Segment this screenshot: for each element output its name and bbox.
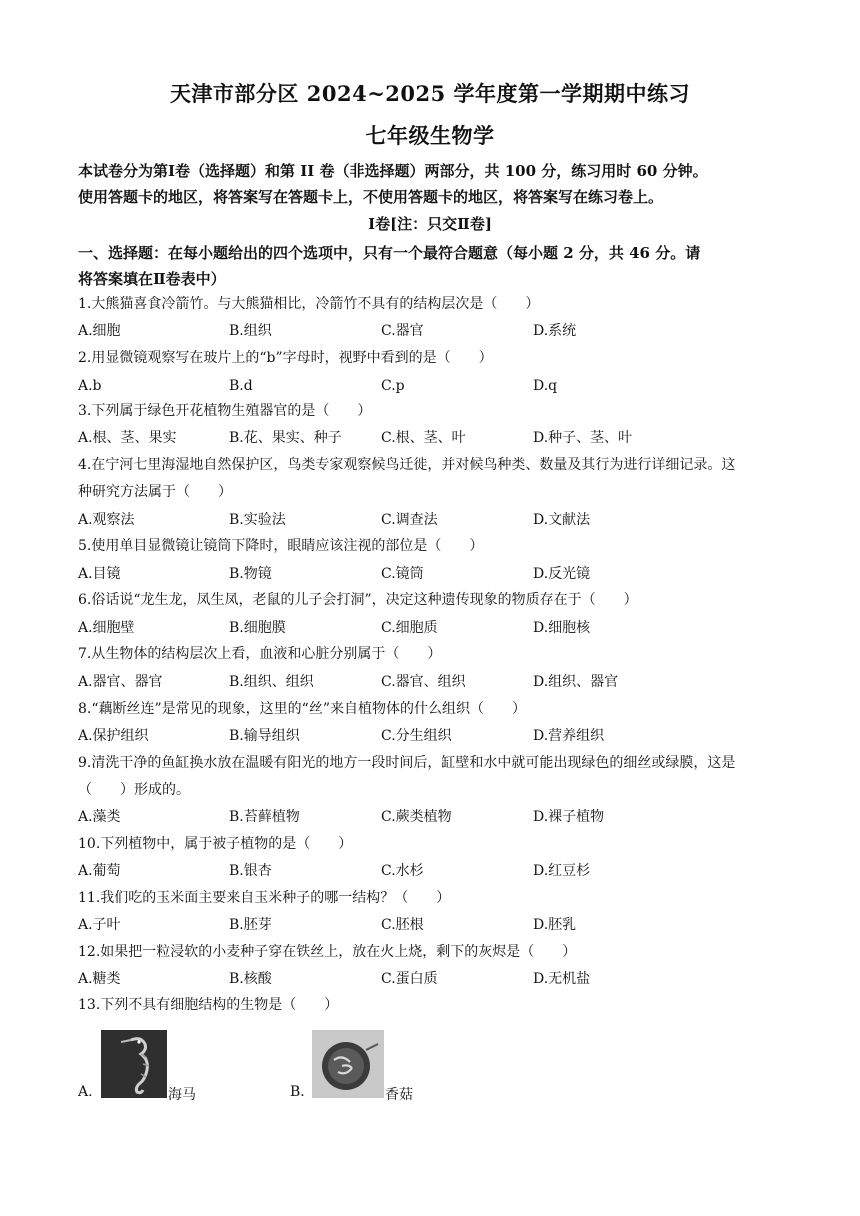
option-b: B.输导组织 bbox=[229, 728, 300, 744]
section-instructions-line-2: 将答案填在Ⅱ卷表中） bbox=[78, 270, 226, 288]
question-4-options bbox=[78, 507, 790, 534]
option-b: B.实验法 bbox=[229, 512, 286, 528]
option-b: B.组织、组织 bbox=[229, 674, 314, 690]
intro-line-2: 使用答题卡的地区，将答案写在答题卡上，不使用答题卡的地区，将答案写在练习卷上。 bbox=[78, 188, 664, 206]
question-4-line-2: 种研究方法属于（ ） bbox=[78, 484, 232, 500]
option-b-letter: B. bbox=[290, 1084, 305, 1100]
option-c: C.根、茎、叶 bbox=[381, 430, 466, 446]
option-b: B.花、果实、种子 bbox=[229, 430, 342, 446]
question-11: 11.我们吃的玉米面主要来自玉米种子的哪一结构？（ ） bbox=[78, 890, 451, 906]
option-d: D.营养组织 bbox=[533, 728, 605, 744]
question-2-options bbox=[78, 373, 790, 400]
option-d: D.反光镜 bbox=[533, 566, 591, 582]
option-a: A.细胞 bbox=[78, 323, 121, 339]
option-c: C.细胞质 bbox=[381, 620, 438, 636]
exam-title: 天津市部分区 2024~2025 学年度第一学期期中练习 bbox=[169, 81, 691, 106]
option-c: C.器官 bbox=[381, 323, 424, 339]
option-a: A.葡萄 bbox=[78, 863, 121, 879]
question-10: 10.下列植物中，属于被子植物的是（ ） bbox=[78, 836, 353, 852]
option-c: C.分生组织 bbox=[381, 728, 452, 744]
option-b: B.胚芽 bbox=[229, 917, 272, 933]
question-7-options bbox=[78, 669, 790, 696]
question-13: 13.下列不具有细胞结构的生物是（ ） bbox=[78, 997, 339, 1013]
question-6: 6.俗话说“龙生龙，凤生凤，老鼠的儿子会打洞”，决定这种遗传现象的物质存在于（ ） bbox=[78, 592, 638, 608]
option-d: D.文献法 bbox=[533, 512, 591, 528]
question-12: 12.如果把一粒浸软的小麦种子穿在铁丝上，放在火上烧，剩下的灰烬是（ ） bbox=[78, 944, 577, 960]
option-a: A.保护组织 bbox=[78, 728, 149, 744]
option-a: A.细胞壁 bbox=[78, 620, 135, 636]
option-a: A.糖类 bbox=[78, 971, 121, 987]
option-b: B.核酸 bbox=[229, 971, 272, 987]
option-b: B.细胞膜 bbox=[229, 620, 286, 636]
option-d: D.胚乳 bbox=[533, 917, 577, 933]
question-9-line-1: 9.清洗干净的鱼缸换水放在温暖有阳光的地方一段时间后，缸壁和水中就可能出现绿色的细丝或绿膜，这是 bbox=[78, 755, 736, 771]
option-a-caption: 海马 bbox=[168, 1087, 196, 1103]
question-3: 3.下列属于绿色开花植物生殖器官的是（ ） bbox=[78, 403, 372, 419]
option-c: C.器官、组织 bbox=[381, 674, 466, 690]
option-d: D.细胞核 bbox=[533, 620, 591, 636]
option-a: A.藻类 bbox=[78, 809, 121, 825]
question-5: 5.使用单目显微镜让镜筒下降时，眼睛应该注视的部位是（ ） bbox=[78, 538, 484, 554]
option-a: A.根、茎、果实 bbox=[78, 430, 177, 446]
option-b: B.物镜 bbox=[229, 566, 272, 582]
option-d: D.种子、茎、叶 bbox=[533, 430, 633, 446]
question-12-options bbox=[78, 966, 790, 993]
option-c: C.水杉 bbox=[381, 863, 424, 879]
option-b: B.组织 bbox=[229, 323, 272, 339]
option-d: D.q bbox=[533, 378, 558, 394]
option-a-letter: A. bbox=[78, 1084, 93, 1100]
option-d: D.裸子植物 bbox=[533, 809, 605, 825]
option-c: C.胚根 bbox=[381, 917, 424, 933]
option-c: C.调查法 bbox=[381, 512, 438, 528]
option-d: D.系统 bbox=[533, 323, 577, 339]
option-a: A.器官、器官 bbox=[78, 674, 163, 690]
option-d: D.红豆杉 bbox=[533, 863, 591, 879]
question-11-options bbox=[78, 912, 790, 939]
question-8: 8.“藕断丝连”是常见的现象，这里的“丝”来自植物体的什么组织（ ） bbox=[78, 701, 526, 717]
option-b: B.d bbox=[229, 378, 253, 394]
question-9-line-2: （ ）形成的。 bbox=[78, 782, 190, 798]
option-a: A.b bbox=[78, 378, 102, 394]
section-instructions-line-1: 一、选择题：在每小题给出的四个选项中，只有一个最符合题意（每小题 2 分，共 46 分。请 bbox=[78, 244, 701, 262]
exam-subtitle: 七年级生物学 bbox=[365, 123, 495, 148]
option-a: A.子叶 bbox=[78, 917, 121, 933]
question-4-line-1: 4.在宁河七里海湿地自然保护区，鸟类专家观察候鸟迁徙，并对候鸟种类、数量及其行为进行详细记录。这 bbox=[78, 457, 736, 473]
seahorse-photo-icon bbox=[101, 1030, 167, 1098]
option-b-caption: 香菇 bbox=[385, 1087, 413, 1103]
option-b: B.银杏 bbox=[229, 863, 272, 879]
question-7: 7.从生物体的结构层次上看，血液和心脏分别属于（ ） bbox=[78, 646, 442, 662]
mushroom-photo-icon bbox=[312, 1030, 384, 1098]
option-c: C.蛋白质 bbox=[381, 971, 438, 987]
question-1: 1.大熊猫喜食冷箭竹。与大熊猫相比，冷箭竹不具有的结构层次是（ ） bbox=[78, 296, 540, 312]
question-9-options bbox=[78, 804, 790, 831]
section-label: Ⅰ卷[注：只交Ⅱ卷] bbox=[368, 215, 492, 233]
question-8-options bbox=[78, 723, 790, 750]
option-a: A.观察法 bbox=[78, 512, 135, 528]
option-d: D.组织、器官 bbox=[533, 674, 619, 690]
option-c: C.镜筒 bbox=[381, 566, 424, 582]
question-3-options bbox=[78, 425, 790, 452]
option-d: D.无机盐 bbox=[533, 971, 591, 987]
intro-line-1: 本试卷分为第Ⅰ卷（选择题）和第 II 卷（非选择题）两部分，共 100 分，练习用时 60 分钟。 bbox=[78, 162, 708, 180]
option-b: B.苔藓植物 bbox=[229, 809, 300, 825]
question-5-options bbox=[78, 561, 790, 588]
question-1-options bbox=[78, 318, 790, 345]
option-c: C.p bbox=[381, 378, 405, 394]
question-10-options bbox=[78, 858, 790, 885]
question-6-options bbox=[78, 615, 790, 642]
question-2: 2.用显微镜观察写在玻片上的“b”字母时，视野中看到的是（ ） bbox=[78, 350, 493, 366]
option-a: A.目镜 bbox=[78, 566, 121, 582]
option-c: C.蕨类植物 bbox=[381, 809, 452, 825]
